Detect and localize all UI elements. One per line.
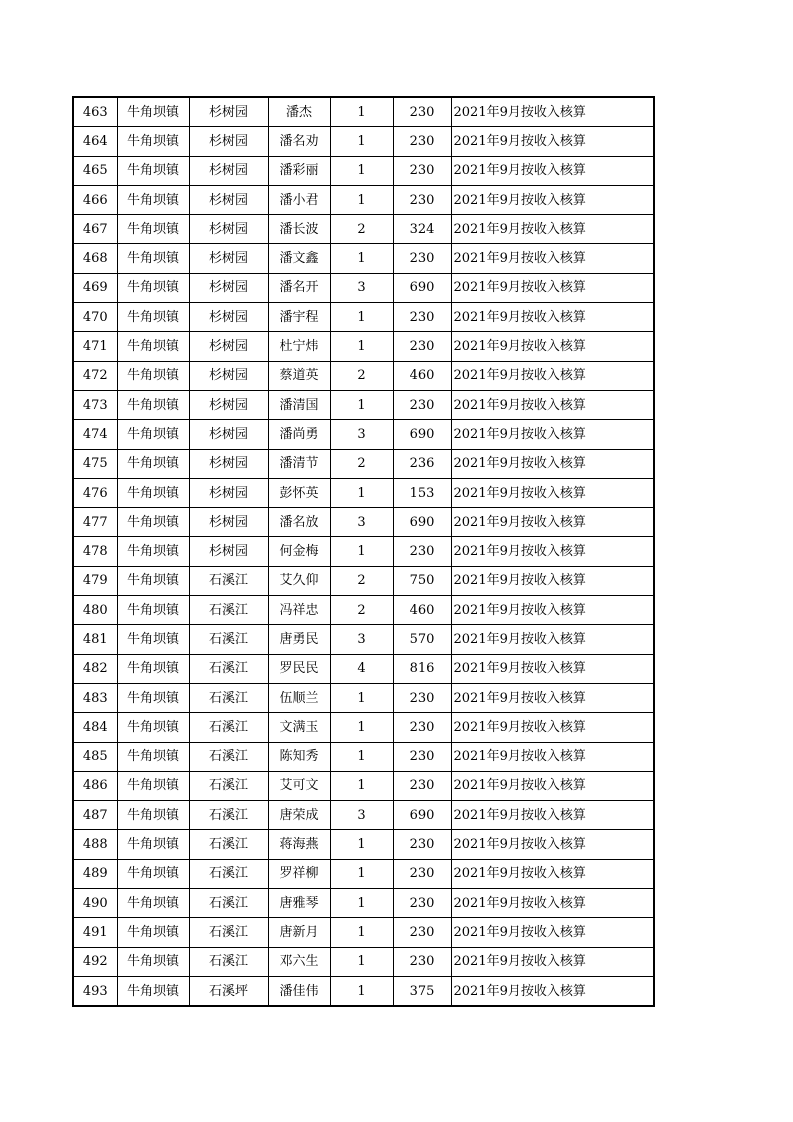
table-row: [73, 889, 654, 918]
village-cell: 石溪江: [189, 683, 268, 712]
row-number: 488: [73, 830, 117, 859]
amount-cell: 230: [393, 859, 451, 888]
amount-cell: 236: [393, 449, 451, 478]
village-cell: 杉树园: [189, 508, 268, 537]
name-cell: 潘清国: [268, 390, 330, 419]
note-cell: 2021年9月按收入核算: [451, 859, 654, 888]
name-cell: 潘宇程: [268, 303, 330, 332]
amount-cell: 375: [393, 976, 451, 1006]
town-cell: 牛角坝镇: [117, 859, 189, 888]
amount-cell: 690: [393, 273, 451, 302]
count-cell: 1: [330, 771, 393, 800]
table-row: [73, 97, 654, 127]
town-cell: 牛角坝镇: [117, 97, 189, 127]
village-cell: 石溪江: [189, 771, 268, 800]
note-cell: 2021年9月按收入核算: [451, 566, 654, 595]
count-cell: 1: [330, 390, 393, 419]
village-cell: 杉树园: [189, 244, 268, 273]
row-number: 471: [73, 332, 117, 361]
row-number: 479: [73, 566, 117, 595]
row-number: 491: [73, 918, 117, 947]
note-cell: 2021年9月按收入核算: [451, 596, 654, 625]
table-row: [73, 185, 654, 214]
amount-cell: 230: [393, 127, 451, 156]
row-number: 485: [73, 742, 117, 771]
name-cell: 唐荣成: [268, 801, 330, 830]
name-cell: 潘彩丽: [268, 156, 330, 185]
name-cell: 蔡道英: [268, 361, 330, 390]
village-cell: 石溪江: [189, 654, 268, 683]
count-cell: 1: [330, 976, 393, 1006]
name-cell: 潘名劝: [268, 127, 330, 156]
town-cell: 牛角坝镇: [117, 478, 189, 507]
amount-cell: 230: [393, 830, 451, 859]
table-row: [73, 830, 654, 859]
row-number: 482: [73, 654, 117, 683]
name-cell: 潘名开: [268, 273, 330, 302]
village-cell: 杉树园: [189, 537, 268, 566]
count-cell: 1: [330, 537, 393, 566]
table-row: [73, 654, 654, 683]
amount-cell: 570: [393, 625, 451, 654]
amount-cell: 230: [393, 713, 451, 742]
village-cell: 石溪江: [189, 859, 268, 888]
table-row: [73, 859, 654, 888]
note-cell: 2021年9月按收入核算: [451, 625, 654, 654]
table-row: [73, 566, 654, 595]
name-cell: 唐新月: [268, 918, 330, 947]
count-cell: 1: [330, 918, 393, 947]
name-cell: 罗祥柳: [268, 859, 330, 888]
count-cell: 3: [330, 801, 393, 830]
town-cell: 牛角坝镇: [117, 449, 189, 478]
note-cell: 2021年9月按收入核算: [451, 390, 654, 419]
amount-cell: 460: [393, 596, 451, 625]
village-cell: 杉树园: [189, 156, 268, 185]
count-cell: 2: [330, 449, 393, 478]
note-cell: 2021年9月按收入核算: [451, 683, 654, 712]
village-cell: 杉树园: [189, 478, 268, 507]
note-cell: 2021年9月按收入核算: [451, 185, 654, 214]
note-cell: 2021年9月按收入核算: [451, 976, 654, 1006]
row-number: 486: [73, 771, 117, 800]
count-cell: 1: [330, 185, 393, 214]
town-cell: 牛角坝镇: [117, 185, 189, 214]
row-number: 493: [73, 976, 117, 1006]
count-cell: 3: [330, 420, 393, 449]
name-cell: 冯祥忠: [268, 596, 330, 625]
town-cell: 牛角坝镇: [117, 830, 189, 859]
note-cell: 2021年9月按收入核算: [451, 127, 654, 156]
village-cell: 杉树园: [189, 390, 268, 419]
table-row: [73, 244, 654, 273]
village-cell: 石溪江: [189, 566, 268, 595]
count-cell: 1: [330, 889, 393, 918]
count-cell: 1: [330, 478, 393, 507]
row-number: 487: [73, 801, 117, 830]
row-number: 463: [73, 97, 117, 127]
town-cell: 牛角坝镇: [117, 742, 189, 771]
count-cell: 1: [330, 742, 393, 771]
row-number: 478: [73, 537, 117, 566]
town-cell: 牛角坝镇: [117, 713, 189, 742]
row-number: 483: [73, 683, 117, 712]
table-row: [73, 976, 654, 1006]
amount-cell: 230: [393, 97, 451, 127]
table-row: [73, 508, 654, 537]
town-cell: 牛角坝镇: [117, 566, 189, 595]
town-cell: 牛角坝镇: [117, 332, 189, 361]
table-row: [73, 478, 654, 507]
note-cell: 2021年9月按收入核算: [451, 215, 654, 244]
name-cell: 文满玉: [268, 713, 330, 742]
count-cell: 1: [330, 947, 393, 976]
note-cell: 2021年9月按收入核算: [451, 537, 654, 566]
name-cell: 伍顺兰: [268, 683, 330, 712]
name-cell: 潘尚勇: [268, 420, 330, 449]
table-row: [73, 771, 654, 800]
village-cell: 石溪江: [189, 625, 268, 654]
table-row: [73, 801, 654, 830]
row-number: 484: [73, 713, 117, 742]
town-cell: 牛角坝镇: [117, 303, 189, 332]
name-cell: 艾可文: [268, 771, 330, 800]
village-cell: 杉树园: [189, 97, 268, 127]
amount-cell: 230: [393, 244, 451, 273]
note-cell: 2021年9月按收入核算: [451, 801, 654, 830]
amount-cell: 690: [393, 508, 451, 537]
records-table: [72, 96, 655, 1007]
village-cell: 杉树园: [189, 449, 268, 478]
note-cell: 2021年9月按收入核算: [451, 273, 654, 302]
row-number: 477: [73, 508, 117, 537]
amount-cell: 230: [393, 683, 451, 712]
table-row: [73, 215, 654, 244]
name-cell: 何金梅: [268, 537, 330, 566]
count-cell: 1: [330, 859, 393, 888]
row-number: 473: [73, 390, 117, 419]
row-number: 489: [73, 859, 117, 888]
town-cell: 牛角坝镇: [117, 654, 189, 683]
village-cell: 杉树园: [189, 273, 268, 302]
table-row: [73, 449, 654, 478]
town-cell: 牛角坝镇: [117, 508, 189, 537]
count-cell: 4: [330, 654, 393, 683]
village-cell: 杉树园: [189, 215, 268, 244]
amount-cell: 230: [393, 771, 451, 800]
row-number: 470: [73, 303, 117, 332]
note-cell: 2021年9月按收入核算: [451, 713, 654, 742]
village-cell: 石溪江: [189, 918, 268, 947]
note-cell: 2021年9月按收入核算: [451, 947, 654, 976]
name-cell: 艾久仰: [268, 566, 330, 595]
village-cell: 杉树园: [189, 361, 268, 390]
table-row: [73, 361, 654, 390]
table-row: [73, 420, 654, 449]
town-cell: 牛角坝镇: [117, 801, 189, 830]
table-row: [73, 332, 654, 361]
note-cell: 2021年9月按收入核算: [451, 918, 654, 947]
row-number: 465: [73, 156, 117, 185]
note-cell: 2021年9月按收入核算: [451, 156, 654, 185]
name-cell: 罗民民: [268, 654, 330, 683]
count-cell: 1: [330, 156, 393, 185]
count-cell: 2: [330, 361, 393, 390]
town-cell: 牛角坝镇: [117, 215, 189, 244]
village-cell: 杉树园: [189, 332, 268, 361]
town-cell: 牛角坝镇: [117, 889, 189, 918]
town-cell: 牛角坝镇: [117, 244, 189, 273]
row-number: 474: [73, 420, 117, 449]
count-cell: 1: [330, 303, 393, 332]
village-cell: 石溪坪: [189, 976, 268, 1006]
amount-cell: 230: [393, 742, 451, 771]
village-cell: 石溪江: [189, 596, 268, 625]
town-cell: 牛角坝镇: [117, 127, 189, 156]
name-cell: 唐雅琴: [268, 889, 330, 918]
town-cell: 牛角坝镇: [117, 420, 189, 449]
village-cell: 杉树园: [189, 303, 268, 332]
town-cell: 牛角坝镇: [117, 156, 189, 185]
amount-cell: 230: [393, 889, 451, 918]
note-cell: 2021年9月按收入核算: [451, 97, 654, 127]
name-cell: 潘文鑫: [268, 244, 330, 273]
town-cell: 牛角坝镇: [117, 596, 189, 625]
name-cell: 潘小君: [268, 185, 330, 214]
name-cell: 邓六生: [268, 947, 330, 976]
name-cell: 陈知秀: [268, 742, 330, 771]
town-cell: 牛角坝镇: [117, 947, 189, 976]
count-cell: 1: [330, 127, 393, 156]
table-row: [73, 303, 654, 332]
name-cell: 潘佳伟: [268, 976, 330, 1006]
table-row: [73, 537, 654, 566]
name-cell: 彭怀英: [268, 478, 330, 507]
town-cell: 牛角坝镇: [117, 361, 189, 390]
note-cell: 2021年9月按收入核算: [451, 889, 654, 918]
name-cell: 唐勇民: [268, 625, 330, 654]
note-cell: 2021年9月按收入核算: [451, 332, 654, 361]
table-row: [73, 156, 654, 185]
row-number: 468: [73, 244, 117, 273]
amount-cell: 153: [393, 478, 451, 507]
row-number: 472: [73, 361, 117, 390]
row-number: 480: [73, 596, 117, 625]
village-cell: 石溪江: [189, 889, 268, 918]
table-row: [73, 742, 654, 771]
row-number: 476: [73, 478, 117, 507]
town-cell: 牛角坝镇: [117, 537, 189, 566]
note-cell: 2021年9月按收入核算: [451, 420, 654, 449]
table-row: [73, 683, 654, 712]
amount-cell: 230: [393, 537, 451, 566]
town-cell: 牛角坝镇: [117, 683, 189, 712]
table-row: [73, 273, 654, 302]
row-number: 475: [73, 449, 117, 478]
name-cell: 潘名放: [268, 508, 330, 537]
village-cell: 石溪江: [189, 742, 268, 771]
row-number: 481: [73, 625, 117, 654]
note-cell: 2021年9月按收入核算: [451, 478, 654, 507]
village-cell: 石溪江: [189, 801, 268, 830]
note-cell: 2021年9月按收入核算: [451, 449, 654, 478]
village-cell: 石溪江: [189, 713, 268, 742]
table-row: [73, 390, 654, 419]
note-cell: 2021年9月按收入核算: [451, 771, 654, 800]
count-cell: 1: [330, 244, 393, 273]
count-cell: 1: [330, 332, 393, 361]
amount-cell: 230: [393, 390, 451, 419]
amount-cell: 460: [393, 361, 451, 390]
village-cell: 杉树园: [189, 420, 268, 449]
town-cell: 牛角坝镇: [117, 918, 189, 947]
note-cell: 2021年9月按收入核算: [451, 244, 654, 273]
row-number: 469: [73, 273, 117, 302]
village-cell: 石溪江: [189, 830, 268, 859]
note-cell: 2021年9月按收入核算: [451, 830, 654, 859]
amount-cell: 690: [393, 801, 451, 830]
table-row: [73, 947, 654, 976]
amount-cell: 230: [393, 185, 451, 214]
amount-cell: 230: [393, 332, 451, 361]
note-cell: 2021年9月按收入核算: [451, 361, 654, 390]
amount-cell: 750: [393, 566, 451, 595]
name-cell: 潘长波: [268, 215, 330, 244]
town-cell: 牛角坝镇: [117, 390, 189, 419]
count-cell: 1: [330, 683, 393, 712]
amount-cell: 230: [393, 947, 451, 976]
town-cell: 牛角坝镇: [117, 976, 189, 1006]
village-cell: 杉树园: [189, 185, 268, 214]
count-cell: 3: [330, 625, 393, 654]
count-cell: 2: [330, 596, 393, 625]
row-number: 464: [73, 127, 117, 156]
table-row: [73, 127, 654, 156]
amount-cell: 816: [393, 654, 451, 683]
town-cell: 牛角坝镇: [117, 625, 189, 654]
village-cell: 杉树园: [189, 127, 268, 156]
count-cell: 2: [330, 215, 393, 244]
amount-cell: 690: [393, 420, 451, 449]
town-cell: 牛角坝镇: [117, 771, 189, 800]
count-cell: 3: [330, 273, 393, 302]
row-number: 466: [73, 185, 117, 214]
note-cell: 2021年9月按收入核算: [451, 654, 654, 683]
name-cell: 潘杰: [268, 97, 330, 127]
amount-cell: 324: [393, 215, 451, 244]
amount-cell: 230: [393, 303, 451, 332]
name-cell: 蒋海燕: [268, 830, 330, 859]
count-cell: 1: [330, 97, 393, 127]
note-cell: 2021年9月按收入核算: [451, 742, 654, 771]
table-row: [73, 918, 654, 947]
count-cell: 1: [330, 830, 393, 859]
count-cell: 3: [330, 508, 393, 537]
table-row: [73, 596, 654, 625]
amount-cell: 230: [393, 918, 451, 947]
count-cell: 1: [330, 713, 393, 742]
table-body: [73, 97, 654, 1006]
note-cell: 2021年9月按收入核算: [451, 508, 654, 537]
table-row: [73, 713, 654, 742]
table-row: [73, 625, 654, 654]
town-cell: 牛角坝镇: [117, 273, 189, 302]
row-number: 490: [73, 889, 117, 918]
name-cell: 杜宁炜: [268, 332, 330, 361]
count-cell: 2: [330, 566, 393, 595]
note-cell: 2021年9月按收入核算: [451, 303, 654, 332]
village-cell: 石溪江: [189, 947, 268, 976]
row-number: 492: [73, 947, 117, 976]
name-cell: 潘清节: [268, 449, 330, 478]
row-number: 467: [73, 215, 117, 244]
amount-cell: 230: [393, 156, 451, 185]
